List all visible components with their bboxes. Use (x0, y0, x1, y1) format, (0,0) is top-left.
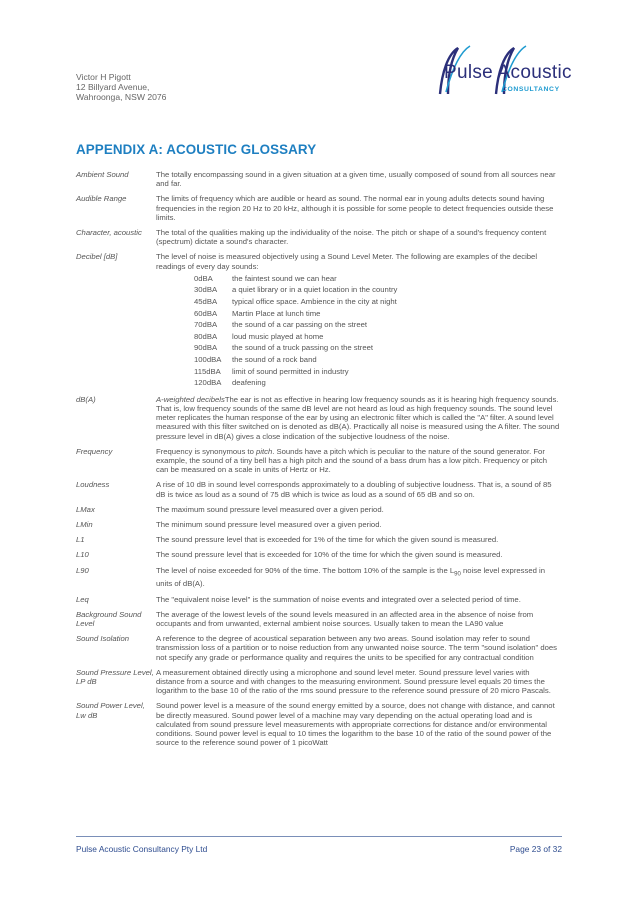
company-logo (426, 42, 572, 102)
logo-tagline: CONSULTANCY (502, 86, 560, 93)
address-line-3: Wahroonga, NSW 2076 (76, 92, 167, 103)
dba-text: The ear is not as effective in hearing low frequency sounds as it is hearing high frequency sounds. That is, low frequency sounds of the same dB level are not heard as loud as high frequency sounds. The sound level meter replicates the human response of the ear by using an electronic filter which is called the "A" filter. A sound level measured with this filter switched on is denoted as dB(A). Practically all noise is measured using the A filter. The sound pressure level in dB(A) gives a close indication of the subjective loudness of the noise. (156, 394, 560, 441)
dba-lead: A-weighted decibels (156, 394, 225, 404)
glossary-entry-l90 (76, 566, 560, 589)
decibel-level-row: 45dBA typical office space. Ambience in the city at night (194, 297, 397, 307)
glossary-term: Audible Range (76, 194, 127, 204)
glossary-term: Character, acoustic (76, 228, 142, 238)
glossary-entry-sound-pressure-level (76, 668, 560, 696)
glossary-term: Sound Pressure Level, LP dB (76, 667, 154, 686)
glossary-definition: A measurement obtained directly using a microphone and sound level meter. Sound pressure level varies with distance from a source and with changes to the measuring environment. Sound pressure level equals 20 times the logarithm to the base 10 of the ratio of the rms sound pressure to the reference sound pressure of 20 micro Pascals. (156, 667, 551, 696)
address-line-2: 12 Billyard Avenue, (76, 82, 150, 93)
glossary-term: L90 (76, 565, 89, 575)
decibel-level-row: 0dBA the faintest sound we can hear (194, 273, 337, 283)
glossary-entry-character (76, 228, 560, 246)
footer-divider (76, 836, 562, 837)
glossary-definition: A rise of 10 dB in sound level corresponds approximately to a doubling of subjective loudness. That is, a sound of 85 dB is twice as loud as a sound of 75 dB which is twice as loud as a sound of 65 dB and so on. (156, 480, 552, 499)
glossary-definition: The limits of frequency which are audible or heard as sound. The normal ear in young adults detects sound having frequencies in the region 20 Hz to 20 kHz, although it is possible for some people to detect frequencies outside these limits. (156, 194, 554, 222)
glossary-term: Loudness (76, 480, 110, 490)
glossary-term: Leq (76, 594, 89, 604)
decibel-level-list (194, 273, 560, 389)
glossary-term: Frequency (76, 446, 113, 456)
decibel-level-row: 70dBA the sound of a car passing on the street (194, 320, 368, 330)
glossary-entry-decibel (76, 252, 560, 388)
glossary-definition: The total of the qualities making up the individuality of the noise. The pitch or shape of a sound's frequency content (spectrum) dictate a sound's character. (156, 228, 547, 247)
glossary-entry-audible-range (76, 194, 560, 222)
glossary-term: Background Sound Level (76, 609, 142, 628)
glossary-definition (156, 395, 560, 441)
glossary (76, 170, 560, 747)
decibel-level-row: 120dBA deafening (194, 378, 266, 388)
glossary-entry-leq (76, 595, 560, 604)
glossary-definition: The sound pressure level that is exceeded for 1% of the time for which the given sound is measured. (156, 535, 499, 545)
decibel-level-row: 115dBA limit of sound permitted in industry (194, 366, 349, 376)
logo-brand-text: Pulse Acoustic (444, 62, 572, 83)
decibel-intro: The level of noise is measured objectively using a Sound Level Meter. The following are examples of the decibel readings of every day sounds: (156, 252, 538, 271)
glossary-entry-lmax (76, 505, 560, 514)
glossary-term: L1 (76, 535, 85, 545)
glossary-term: Sound Isolation (76, 634, 129, 644)
glossary-entry-lmin (76, 520, 560, 529)
footer-company: Pulse Acoustic Consultancy Pty Ltd (76, 844, 208, 854)
glossary-definition: The "equivalent noise level" is the summation of noise events and integrated over a selected period of time. (156, 594, 521, 604)
decibel-level-row: 80dBA loud music played at home (194, 331, 324, 341)
glossary-definition: The level of noise exceeded for 90% of the time. The bottom 10% of the sample is the $L_{90}$ noise level expressed in units of dB(A). (156, 565, 546, 589)
glossary-term: LMin (76, 520, 93, 529)
glossary-entry-background-sound-level (76, 610, 560, 628)
decibel-level-row: 30dBA a quiet library or in a quiet location in the country (194, 285, 398, 295)
glossary-term: Sound Power Level, Lw dB (76, 701, 145, 720)
glossary-definition: The sound pressure level that is exceeded for 10% of the time for which the given sound is measured. (156, 550, 503, 560)
glossary-entry-sound-power-level (76, 701, 560, 747)
glossary-entry-dba (76, 395, 560, 441)
footer-page-number: Page 23 of 32 (509, 844, 562, 854)
glossary-entry-l1 (76, 535, 560, 544)
glossary-entry-sound-isolation (76, 634, 560, 662)
glossary-entry-loudness (76, 480, 560, 498)
glossary-term: dB(A) (76, 394, 96, 404)
glossary-definition: Sound power level is a measure of the sound energy emitted by a source, does not change with distance, and cannot be directly measured. Sound power level of a machine may vary depending on the actual operating load and is calculated from sound pressure level measurements with appropriate corrections for distance and/or environmental conditions. Sound power level is equal to 10 times the logarithm to the base 10 of the ratio of the sound power of the source to the reference sound power of 1 picoWatt (156, 701, 555, 748)
page-heading: APPENDIX A: ACOUSTIC GLOSSARY (76, 142, 317, 157)
glossary-definition: The minimum sound pressure level measured over a given period. (156, 520, 382, 529)
glossary-entry-l10 (76, 550, 560, 559)
glossary-definition: Frequency is synonymous to pitch. Sounds have a pitch which is peculiar to the nature of the sound generator. For example, the sound of a tiny bell has a high pitch and the sound of a bass drum has a low pitch. Frequency or pitch can be measured on a scale in units of Hertz or Hz. (156, 446, 548, 475)
glossary-entry-ambient-sound (76, 170, 560, 188)
glossary-definition: The maximum sound pressure level measured over a given period. (156, 504, 384, 514)
glossary-definition (156, 252, 560, 388)
address-line-1: Victor H Pigott (76, 72, 131, 82)
decibel-level-row: 60dBA Martin Place at lunch time (194, 308, 321, 318)
glossary-term: Decibel [dB] (76, 252, 118, 262)
glossary-definition: The average of the lowest levels of the sound levels measured in an affected area in the absence of noise from occupants and from unwanted, external ambient noise sources. Usually taken to mean the LA90 value (156, 609, 534, 628)
decibel-level-row: 90dBA the sound of a truck passing on the street (194, 343, 374, 353)
glossary-definition: A reference to the degree of acoustical separation between any two areas. Sound isolation may refer to sound transmission loss of a partition or to noise reduction from any unwanted noise source. The term "sound isolation" does not specify any grade or performance quality and requires the units to be specified for any contractual condition (156, 634, 558, 662)
decibel-level-row: 100dBA the sound of a rock band (194, 354, 317, 364)
glossary-entry-frequency (76, 447, 560, 475)
recipient-address (76, 72, 166, 103)
glossary-term: Ambient Sound (76, 170, 129, 179)
glossary-term: LMax (76, 504, 95, 514)
glossary-definition: The totally encompassing sound in a given situation at a given time, usually composed of sound from all sources near and far. (156, 170, 556, 189)
glossary-term: L10 (76, 550, 89, 560)
